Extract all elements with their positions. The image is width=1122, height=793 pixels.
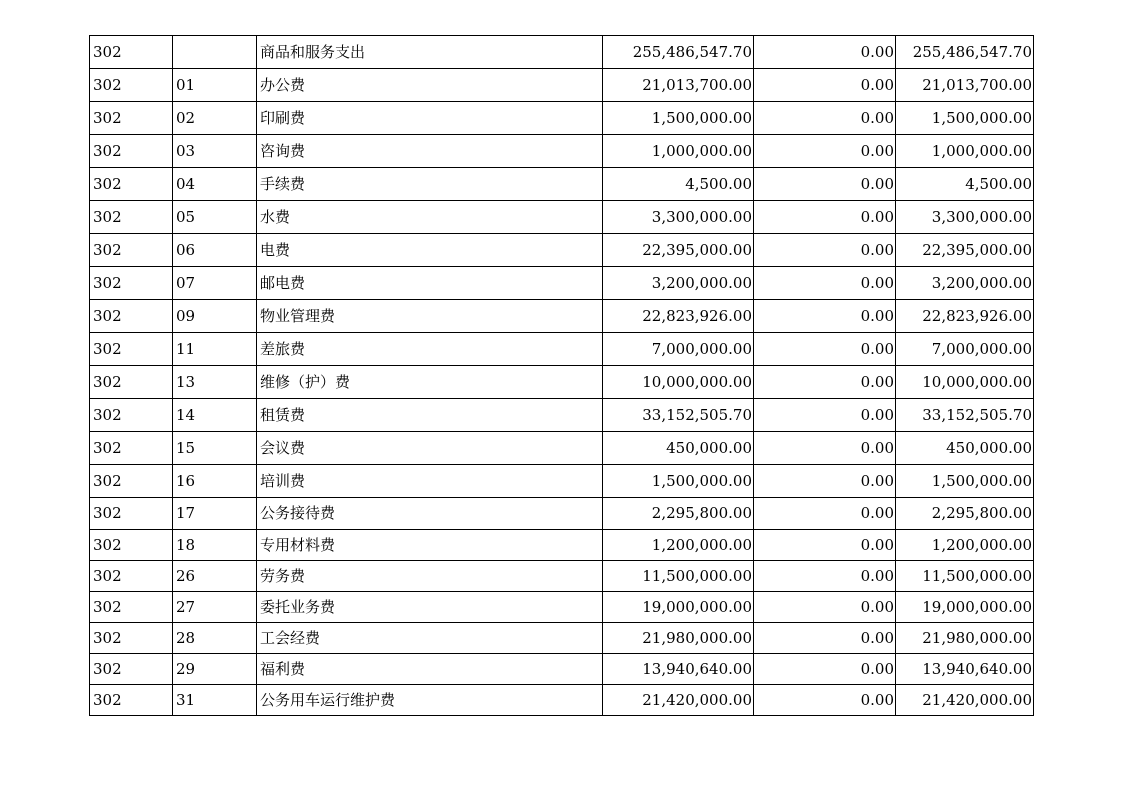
other-amount-cell: 0.00 <box>754 300 896 333</box>
item-name-cell: 公务用车运行维护费 <box>257 685 603 716</box>
item-code-cell: 29 <box>173 654 257 685</box>
category-code-cell: 302 <box>90 498 173 530</box>
category-code-cell: 302 <box>90 36 173 69</box>
total-amount-cell: 1,500,000.00 <box>896 102 1034 135</box>
item-code-cell: 03 <box>173 135 257 168</box>
table-row <box>90 432 1034 465</box>
item-name-cell: 培训费 <box>257 465 603 498</box>
other-amount-cell: 0.00 <box>754 465 896 498</box>
other-amount-cell: 0.00 <box>754 36 896 69</box>
item-code-cell <box>173 36 257 69</box>
budget-table-body <box>90 36 1034 716</box>
amount-cell: 4,500.00 <box>603 168 754 201</box>
total-amount-cell: 21,980,000.00 <box>896 623 1034 654</box>
amount-cell: 1,500,000.00 <box>603 102 754 135</box>
other-amount-cell: 0.00 <box>754 530 896 561</box>
table-row <box>90 366 1034 399</box>
amount-cell: 3,200,000.00 <box>603 267 754 300</box>
item-name-cell: 邮电费 <box>257 267 603 300</box>
category-code-cell: 302 <box>90 267 173 300</box>
table-row <box>90 623 1034 654</box>
total-amount-cell: 1,200,000.00 <box>896 530 1034 561</box>
other-amount-cell: 0.00 <box>754 333 896 366</box>
category-code-cell: 302 <box>90 399 173 432</box>
item-code-cell: 09 <box>173 300 257 333</box>
item-name-cell: 差旅费 <box>257 333 603 366</box>
total-amount-cell: 21,420,000.00 <box>896 685 1034 716</box>
category-code-cell: 302 <box>90 102 173 135</box>
table-row <box>90 399 1034 432</box>
table-row <box>90 498 1034 530</box>
table-row <box>90 69 1034 102</box>
total-amount-cell: 33,152,505.70 <box>896 399 1034 432</box>
amount-cell: 450,000.00 <box>603 432 754 465</box>
other-amount-cell: 0.00 <box>754 201 896 234</box>
amount-cell: 10,000,000.00 <box>603 366 754 399</box>
category-code-cell: 302 <box>90 561 173 592</box>
total-amount-cell: 1,000,000.00 <box>896 135 1034 168</box>
table-row <box>90 592 1034 623</box>
category-code-cell: 302 <box>90 623 173 654</box>
category-code-cell: 302 <box>90 530 173 561</box>
item-name-cell: 福利费 <box>257 654 603 685</box>
total-amount-cell: 450,000.00 <box>896 432 1034 465</box>
amount-cell: 21,420,000.00 <box>603 685 754 716</box>
amount-cell: 7,000,000.00 <box>603 333 754 366</box>
item-name-cell: 水费 <box>257 201 603 234</box>
item-name-cell: 租赁费 <box>257 399 603 432</box>
item-name-cell: 劳务费 <box>257 561 603 592</box>
other-amount-cell: 0.00 <box>754 685 896 716</box>
total-amount-cell: 13,940,640.00 <box>896 654 1034 685</box>
total-amount-cell: 10,000,000.00 <box>896 366 1034 399</box>
other-amount-cell: 0.00 <box>754 399 896 432</box>
item-name-cell: 专用材料费 <box>257 530 603 561</box>
item-code-cell: 17 <box>173 498 257 530</box>
item-code-cell: 16 <box>173 465 257 498</box>
total-amount-cell: 11,500,000.00 <box>896 561 1034 592</box>
category-code-cell: 302 <box>90 300 173 333</box>
item-code-cell: 11 <box>173 333 257 366</box>
item-name-cell: 办公费 <box>257 69 603 102</box>
other-amount-cell: 0.00 <box>754 69 896 102</box>
table-row <box>90 102 1034 135</box>
other-amount-cell: 0.00 <box>754 561 896 592</box>
other-amount-cell: 0.00 <box>754 366 896 399</box>
category-code-cell: 302 <box>90 432 173 465</box>
total-amount-cell: 1,500,000.00 <box>896 465 1034 498</box>
budget-table <box>89 35 1034 716</box>
category-code-cell: 302 <box>90 592 173 623</box>
category-code-cell: 302 <box>90 201 173 234</box>
item-name-cell: 印刷费 <box>257 102 603 135</box>
other-amount-cell: 0.00 <box>754 234 896 267</box>
other-amount-cell: 0.00 <box>754 135 896 168</box>
item-code-cell: 18 <box>173 530 257 561</box>
total-amount-cell: 3,200,000.00 <box>896 267 1034 300</box>
item-code-cell: 28 <box>173 623 257 654</box>
category-code-cell: 302 <box>90 465 173 498</box>
amount-cell: 21,013,700.00 <box>603 69 754 102</box>
amount-cell: 255,486,547.70 <box>603 36 754 69</box>
item-code-cell: 31 <box>173 685 257 716</box>
item-code-cell: 04 <box>173 168 257 201</box>
amount-cell: 21,980,000.00 <box>603 623 754 654</box>
item-name-cell: 咨询费 <box>257 135 603 168</box>
amount-cell: 11,500,000.00 <box>603 561 754 592</box>
table-row <box>90 201 1034 234</box>
category-code-cell: 302 <box>90 333 173 366</box>
item-name-cell: 会议费 <box>257 432 603 465</box>
item-code-cell: 15 <box>173 432 257 465</box>
item-name-cell: 工会经费 <box>257 623 603 654</box>
total-amount-cell: 255,486,547.70 <box>896 36 1034 69</box>
other-amount-cell: 0.00 <box>754 432 896 465</box>
category-code-cell: 302 <box>90 654 173 685</box>
other-amount-cell: 0.00 <box>754 267 896 300</box>
amount-cell: 33,152,505.70 <box>603 399 754 432</box>
total-amount-cell: 3,300,000.00 <box>896 201 1034 234</box>
item-name-cell: 公务接待费 <box>257 498 603 530</box>
total-amount-cell: 22,395,000.00 <box>896 234 1034 267</box>
item-code-cell: 02 <box>173 102 257 135</box>
amount-cell: 22,823,926.00 <box>603 300 754 333</box>
item-code-cell: 01 <box>173 69 257 102</box>
total-amount-cell: 7,000,000.00 <box>896 333 1034 366</box>
category-code-cell: 302 <box>90 168 173 201</box>
other-amount-cell: 0.00 <box>754 168 896 201</box>
item-code-cell: 27 <box>173 592 257 623</box>
total-amount-cell: 19,000,000.00 <box>896 592 1034 623</box>
amount-cell: 1,000,000.00 <box>603 135 754 168</box>
total-amount-cell: 21,013,700.00 <box>896 69 1034 102</box>
table-row <box>90 168 1034 201</box>
amount-cell: 22,395,000.00 <box>603 234 754 267</box>
total-amount-cell: 4,500.00 <box>896 168 1034 201</box>
item-code-cell: 05 <box>173 201 257 234</box>
total-amount-cell: 22,823,926.00 <box>896 300 1034 333</box>
table-row <box>90 333 1034 366</box>
item-code-cell: 26 <box>173 561 257 592</box>
category-code-cell: 302 <box>90 135 173 168</box>
table-row <box>90 36 1034 69</box>
other-amount-cell: 0.00 <box>754 654 896 685</box>
item-name-cell: 手续费 <box>257 168 603 201</box>
total-amount-cell: 2,295,800.00 <box>896 498 1034 530</box>
item-name-cell: 维修（护）费 <box>257 366 603 399</box>
item-code-cell: 06 <box>173 234 257 267</box>
other-amount-cell: 0.00 <box>754 498 896 530</box>
amount-cell: 13,940,640.00 <box>603 654 754 685</box>
other-amount-cell: 0.00 <box>754 592 896 623</box>
item-code-cell: 14 <box>173 399 257 432</box>
table-row <box>90 300 1034 333</box>
other-amount-cell: 0.00 <box>754 623 896 654</box>
item-name-cell: 电费 <box>257 234 603 267</box>
table-row <box>90 234 1034 267</box>
table-row <box>90 267 1034 300</box>
table-row <box>90 654 1034 685</box>
category-code-cell: 302 <box>90 685 173 716</box>
item-name-cell: 委托业务费 <box>257 592 603 623</box>
amount-cell: 1,500,000.00 <box>603 465 754 498</box>
table-row <box>90 530 1034 561</box>
amount-cell: 3,300,000.00 <box>603 201 754 234</box>
item-code-cell: 07 <box>173 267 257 300</box>
amount-cell: 19,000,000.00 <box>603 592 754 623</box>
category-code-cell: 302 <box>90 69 173 102</box>
table-row <box>90 135 1034 168</box>
table-row <box>90 685 1034 716</box>
category-code-cell: 302 <box>90 366 173 399</box>
amount-cell: 2,295,800.00 <box>603 498 754 530</box>
other-amount-cell: 0.00 <box>754 102 896 135</box>
category-code-cell: 302 <box>90 234 173 267</box>
item-code-cell: 13 <box>173 366 257 399</box>
item-name-cell: 商品和服务支出 <box>257 36 603 69</box>
amount-cell: 1,200,000.00 <box>603 530 754 561</box>
table-row <box>90 465 1034 498</box>
item-name-cell: 物业管理费 <box>257 300 603 333</box>
table-row <box>90 561 1034 592</box>
